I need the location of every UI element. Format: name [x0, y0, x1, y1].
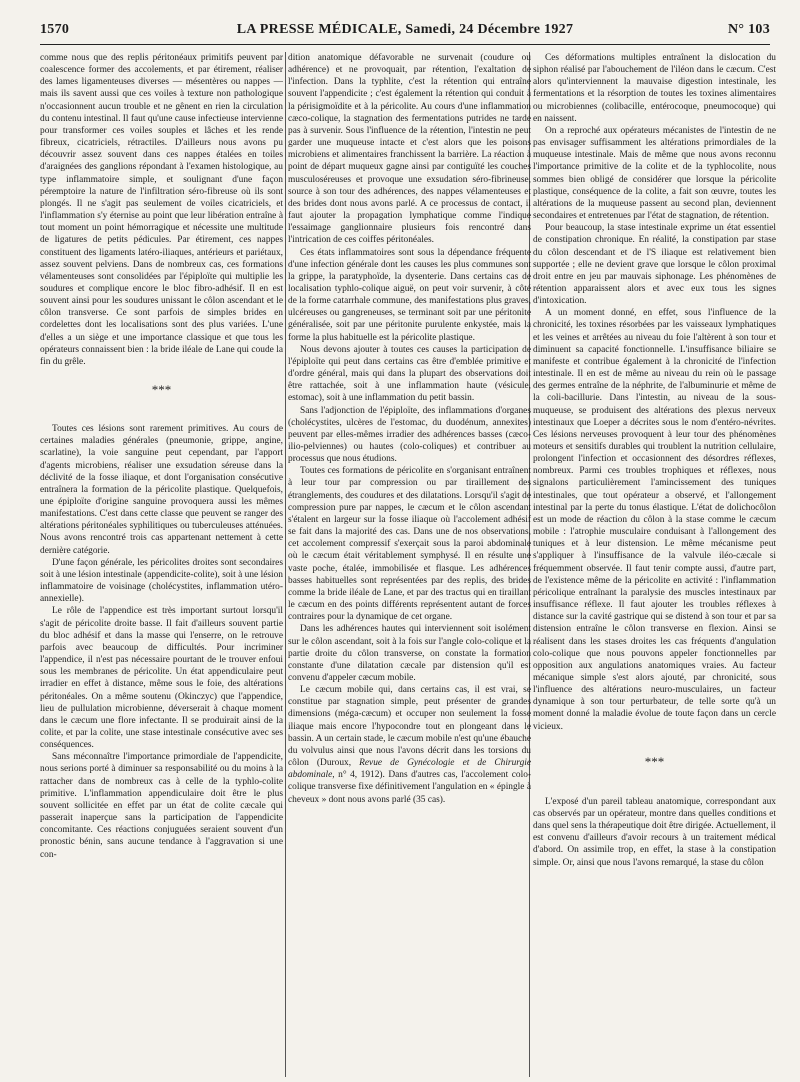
- paragraph: Pour beaucoup, la stase intestinale exprime un état essentiel de constipation chronique. En réalité, la constipation par stase du côlon descendant et de l'S iliaque est relativement bien supportée ; elle ne devient grave que lorsque le côlon proximal droit entre en jeu par mauvais siphonage. Les phénomènes de rétention apparaissent alors et avec eux tous les signes d'intoxication.: [533, 223, 776, 307]
- section-separator: ***: [644, 753, 665, 769]
- paragraph: A un moment donné, en effet, sous l'influence de la chronicité, les toxines résorbées par les vaisseaux lymphatiques et les veines et arrêtées au niveau du foie l'altèrent à son tour et diminuent sa capacité fonctionnelle. L'insuffisance biliaire se manifeste et contribue également à la chronicité de l'infection intestinale. Il en est de même au niveau du rein où le passage des germes entraîne de la néphrite, de l'albuminurie et même de la coli-bacillurie. Dans l'intestin, au niveau de la sous-muqueuse, se produisent des altérations des plexus nerveux intestinaux que Loeper a décrites sous le nom d'entéro-névrites. Ces lésions nerveuses provoquent à leur tour des phénomènes moteurs et sensitifs durables qui troublent la nutrition cellulaire, prolongent l'infection et occasionnent des désordres réflexes, nombreux. Parmi ces troubles trophiques et réflexes, nous signalons particulièrement l'amincissement des tuniques intestinales, que tout opérateur a observé, et l'allongement intestinal par la perte du tonus élastique. L'état de dolichocôlon est un mode de réaction du côlon à la stase comme le cæcum mobile : l'atrophie musculaire conduisant à l'allongement des tuniques et à leur distension. Le même mécanisme peut s'appliquer à l'insuffisance de la valvule iléo-cæcale si fréquemment observée. Il faut tenir compte aussi, d'autre part, de l'existence même de la péricolite en activité : l'inflammation péricolique entraînant la paralysie des muscles intestinaux par insuffisance réflexe. Il faut ajouter les troubles réflexes à distance sur la cavité gastrique qui se distend à son tour et par sa distension entraîne le côlon transverse en flexion. Ainsi se réalisent dans les stases droites les cas fréquents d'angulation colo-colique que nous pouvons appeler fonctionnelles par opposition aux angulations anatomiques vraies. Au facteur mécanique simple s'est alors ajouté, par chronicité, sous l'influence des altérations neuro-musculaires, un facteur dynamique à son tour perturbateur, de telle sorte qu'à un moment donné la maladie évolue de toute façon dans un cercle vicieux.: [533, 308, 776, 732]
- journal-title: LA PRESSE MÉDICALE, Samedi, 24 Décembre 1927: [236, 22, 574, 37]
- journal-citation: Revue de Gynécologie et de Chirurgie abdominale: [288, 758, 531, 781]
- issue-number: N° 103: [727, 22, 770, 37]
- paragraph: [288, 684, 531, 806]
- paragraph: Sans l'adjonction de l'épiploïte, des inflammations d'organes (cholécystites, ulcères de l'estomac, du duodénum, annexites) peuvent par elles-mêmes irradier des adhérences basses (cæco-ilio-pelviennes) ou hautes (colo-coliques) et contribuer au processus que nous étudions.: [288, 405, 531, 465]
- column-1: [40, 52, 283, 1077]
- paragraph-text: , n° 4, 1912). Dans d'autres cas, l'accolement colo-colique transverse fixe définitivement l'angulation en « épingle à cheveux » dont nous avons parlé (35 cas).: [288, 770, 531, 805]
- paragraph: dition anatomique défavorable ne survenait (coudure ou adhérence) et ne provoquait, par rétention, l'exaltation de l'infection. Dans la typhlite, c'est la rétention qui entraîne souvent l'appendicite ; c'est également la rétention qui conduit à la périsigmoïdite et à la péricolite. Au cours d'une inflammation cæco-colique, la stagnation des fermentations putrides ne tarde pas à survenir. Sous l'influence de la rétention, l'intestin ne peut garder une muqueuse intacte et c'est alors que les poisons microbiens et alimentaires franchissent la barrière. La réaction à point de départ muqueux gagne ainsi par contiguïté les couches musculoséreuses et provoque une exsudation séro-fibrineuse, source à son tour des adhérences, des nappes vélamenteuses et des brides dont nous avons parlé. A ce processus de contact, il faut ajouter la propagation lymphatique comme l'indique l'essaimage ganglionnaire plusieurs fois rencontré dans l'intrication de ces coiffes péritonéales.: [288, 53, 531, 246]
- paragraph: Sans méconnaître l'importance primordiale de l'appendicite, nous serions porté à diminuer sa responsabilité ou du moins à la rattacher dans de nombreux cas à celle de la typhlo-colite primitive. L'inflammation appendiculaire doit être le plus souvent sollicitée en effet par un état de colite cæcale qui passerait inaperçue sans la participation de l'appendicite concomitante. Ces réactions conjuguées seraient souvent d'un pronostic bénin, sans aucune tendance à l'aggravation si une con-: [40, 752, 283, 860]
- paragraph: On a reproché aux opérateurs mécanistes de l'intestin de ne pas envisager suffisamment les altérations primordiales de la muqueuse intestinale. Mais de même que nous avons reconnu l'importance primitive de la colite et de la typhlocolite, nous sommes bien obligé de considérer que lorsque la péricolite plastique, conséquence de la colite, a fait son œuvre, toutes les altérations de la muqueuse passent au second plan, deviennent secondaires et entretenues par l'état de stagnation, de rétention.: [533, 125, 776, 222]
- paragraph: Nous devons ajouter à toutes ces causes la participation de l'épiploïte qui peut dans certains cas être d'emblée primitive et d'ordre général, mais qui dans la plupart des observations doit être rattachée, soit à une inflammation haute (vésicule, estomac), soit à une inflammation du petit bassin.: [288, 344, 531, 404]
- section-separator: ***: [151, 382, 172, 398]
- paragraph: D'une façon générale, les péricolites droites sont secondaires soit à une lésion intestinale (appendicite-colite), soit à une lésion inflammatoire de voisinage (cholécystites, inflammation utéro-annexielle).: [40, 557, 283, 605]
- paragraph: comme nous que des replis péritonéaux primitifs peuvent par coalescence former des accolements, et par étirement, réaliser des lames ligamenteuses diverses — mésentères ou nappes — mais ils savent aussi que ces voiles à texture non pathologique n'occasionnent aucun trouble et ne gênent en rien la circulation du contenu intestinal. Il faut qu'une cause infectieuse intervienne pour transformer ces voiles souples et lâches et les rende fibreux, cicatriciels, rétractiles. D'ailleurs nous avons pu découvrir assez souvent dans ces nappes étalées en toiles d'araignées des ganglions répondant à l'examen histologique, au type inflammatoire simple, et soulignant d'une façon péremptoire la nature de l'infiltration séro-fibreuse où ils sont plongés. Il ne s'agit pas seulement de voiles cicatriciels, et l'inflammation s'y éternise au point que leur libération entraîne à tout moment un point hémorragique et nécessite une multitude de ligatures de petits pédicules. Par étirement, ces nappes constituent des ligaments latéro-iliaques, antérieurs et pariétaux, assez souvent pelviens. Dans de nombreux cas, ces formations vélamenteuses sont consolidées par l'épiploïte qui multiplie les soudures et complique encore le bloc fibro-adhésif. Il en est souvent ainsi pour les soudures unissant le côlon ascendant et le côlon transverse. Ce sont parfois de simples brides en cordelettes dont les localisations sont des plus variées. L'une d'elles a un siège et une importance classique et que tous les opérateurs connaissent bien : la bride iléale de Lane qui coude la fin du grêle.: [40, 53, 283, 367]
- column-divider: [285, 52, 286, 1077]
- column-2: [288, 52, 531, 1077]
- paragraph: Dans les adhérences hautes qui interviennent soit isolément sur le côlon ascendant, soit à la fois sur l'angle colo-colique et la partie droite du côlon transverse, on constate la formation constante d'une dilatation cæcale par distension qu'il est convenu d'appeler cæcum mobile.: [288, 624, 531, 683]
- page-header: [40, 20, 770, 45]
- paragraph: Ces états inflammatoires sont sous la dépendance fréquente d'une infection générale dont les causes les plus communes sont la grippe, la paratyphoïde, la dysenterie. Dans certains cas de localisation typhlo-colique aiguë, on peut voir survenir, à côté de la forme catarrhale commune, des manifestations plus graves, ulcéreuses ou gangreneuses, se terminant soit par une péritonite généralisée, soit par une péritonite purulente enkystée, mais la forme la plus habituelle est la péricolite plastique.: [288, 247, 531, 343]
- column-3: [533, 52, 776, 1077]
- paragraph: Le rôle de l'appendice est très important surtout lorsqu'il s'agit de péricolite droite basse. Il fait d'ailleurs souvent partie du bloc adhésif et dans la masse qui l'enserre, on le retrouve parfois avec beaucoup de difficultés. Pour incriminer l'appendice, il n'est pas nécessaire pourtant de le trouver enfoui sous les membranes de péricolite. Un état appendiculaire peut irradier en effet à distance, même sous le foie, des altérations péritonéales. On a même soutenu (Okinczyc) que l'appendice, lieu de pullulation microbienne, déverserait à chaque moment dans le cæcum une flore infectante. Il se produirait ainsi de la colite, et par la colite, une stase intestinale consécutive avec ses conséquences.: [40, 606, 283, 751]
- paragraph: L'exposé d'un pareil tableau anatomique, correspondant aux cas observés par un opérateur, montre dans quelles conditions et dans quel sens la thérapeutique doit être dirigée. Actuellement, il est convenu d'ailleurs d'avoir recours à un traitement médical d'abord. On assimile trop, en effet, la stase à la constipation simple. Or, ainsi que nous l'avons remarqué, la stase du côlon: [533, 796, 776, 868]
- paragraph-text: Le cæcum mobile qui, dans certains cas, il est vrai, se constitue par stagnation simple, peut présenter de grandes dimensions (méga-cæcum) et occuper non seulement la fosse iliaque mais encore l'hypocondre tout en plongeant dans le bassin. A un certain stade, le cæcum mobile n'est qu'une ébauche du volvulus ainsi que nous l'avons décrit dans les torsions du côlon (Duroux,: [288, 685, 531, 769]
- paragraph: Toutes ces formations de péricolite en s'organisant entraînent à leur tour par compression ou par tiraillement des étranglements, des coudures et des dilatations. Lorsqu'il s'agit de compression pure par nappes, le cæcum et le côlon ascendant s'étalent en largeur sur la fosse iliaque où l'accolement adhésif se fait dans la majorité des cas. Dans une de nos observations, cet accolement compressif s'exerçait sous la paroi abdominale où le cæcum était véritablement symphysé. Il en résulte une vaste poche, étalée, immobilisée et flasque. Les adhérences basses habituelles sont représentées par des replis, des brides comme la bride iléale de Lane, et par des tractus qui en tiraillant le cæcum en des points différents représentent autant de forces contraires pour la dynamique de cet organe.: [288, 466, 531, 623]
- paragraph: Ces déformations multiples entraînent la dislocation du siphon réalisé par l'abouchement de l'iléon dans le cæcum. C'est alors qu'interviennent la mauvaise digestion intestinale, les fermentations et la résorption de toutes les toxines alimentaires ou microbiennes (colibacille, entérocoque, pneumocoque) qui en naissent.: [533, 53, 776, 124]
- paragraph: Toutes ces lésions sont rarement primitives. Au cours de certaines maladies générales (pneumonie, grippe, angine, scarlatine), la voie sanguine peut cependant, par l'apport d'agents microbiens, réaliser une exsudation séreuse dans la déclivité de la fosse iliaque, et dont l'organisation consécutive entraînera la formation de la péricolite plastique. Quelquefois, une épiploïte d'origine sanguine provoquera aussi les mêmes manifestations. C'est dans cette classe que peuvent se ranger des altérations péritonéales syphilitiques ou tuberculeuses atténuées. Nous avons rencontré trois cas appartenant nettement à cette dernière catégorie.: [40, 424, 283, 556]
- page-number: 1570: [40, 22, 70, 37]
